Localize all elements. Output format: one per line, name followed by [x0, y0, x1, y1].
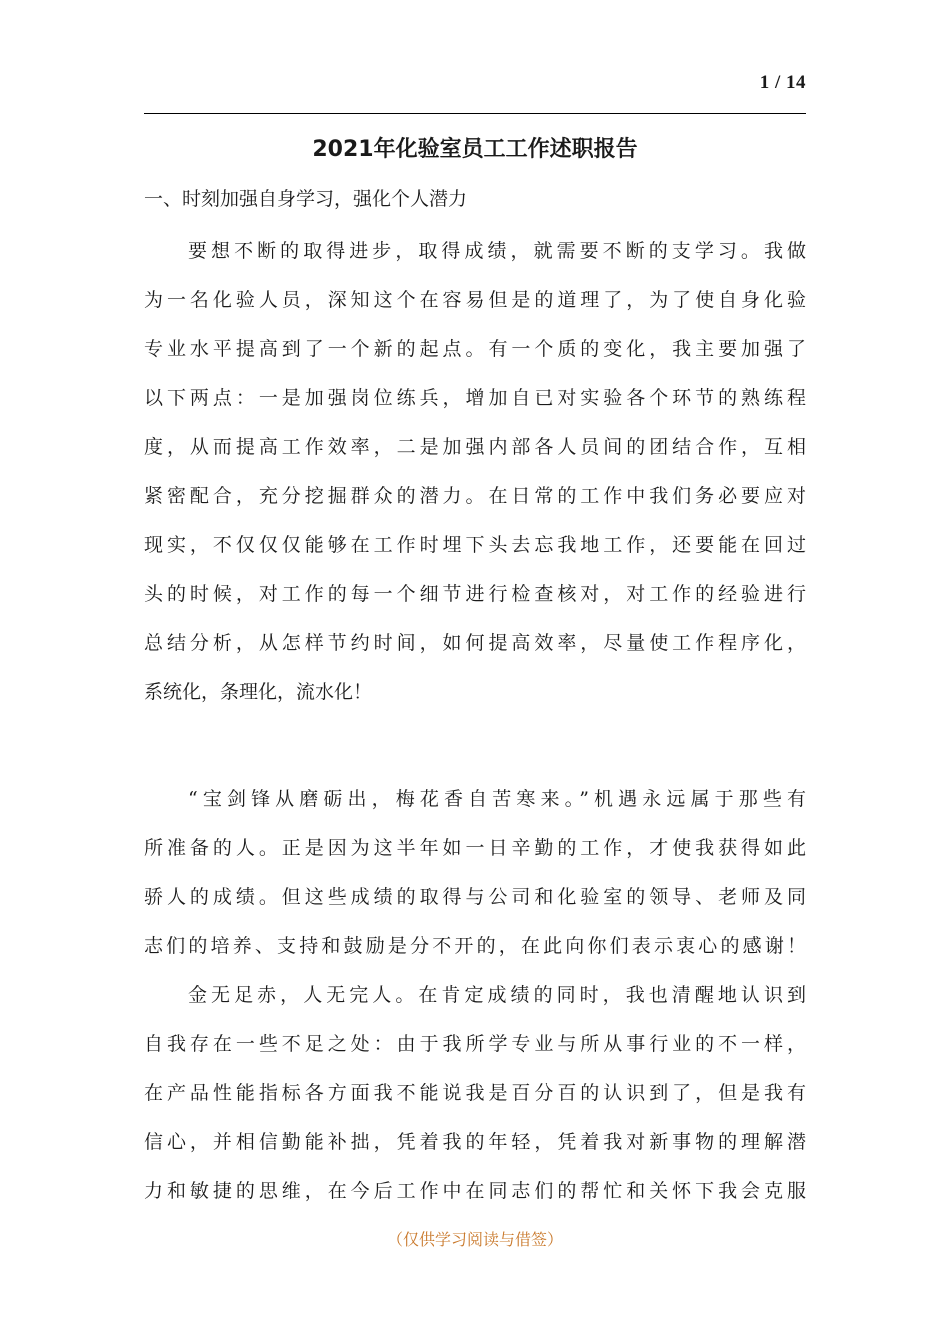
paragraph-line: 金无足赤，人无完人。在肯定成绩的同时，我也清醒地认识到	[188, 984, 806, 1006]
footer-note: （仅供学习阅读与借签）	[386, 1230, 563, 1249]
document-title: 2021年化验室员工工作述职报告	[312, 137, 638, 162]
paragraph-1	[144, 227, 806, 717]
paragraph-2	[144, 775, 806, 971]
paragraph-line: “宝剑锋从磨砺出，梅花香自苦寒来。”机遇永远属于那些有	[188, 788, 806, 810]
paragraph-line: 骄人的成绩。但这些成绩的取得与公司和化验室的领导、老师及同	[144, 886, 806, 908]
paragraph-line: 为一名化验人员，深知这个在容易但是的道理了，为了使自身化验	[144, 289, 806, 311]
paragraph-line: 紧密配合，充分挖掘群众的潜力。在日常的工作中我们务必要应对	[144, 485, 806, 507]
paragraph-line: 自我存在一些不足之处：由于我所学专业与所从事行业的不一样，	[144, 1033, 806, 1055]
paragraph-3	[144, 971, 806, 1216]
paragraph-line: 信心，并相信勤能补拙，凭着我的年轻，凭着我对新事物的理解潜	[144, 1131, 806, 1153]
paragraph-line: 专业水平提高到了一个新的起点。有一个质的变化，我主要加强了	[144, 338, 806, 360]
header-divider	[144, 113, 806, 114]
page-number: 1 / 14	[759, 72, 806, 93]
paragraph-line: 度，从而提高工作效率，二是加强内部各人员间的团结合作，互相	[144, 436, 806, 458]
paragraph-line: 总结分析，从怎样节约时间，如何提高效率，尽量使工作程序化，	[144, 632, 806, 654]
paragraph-line: 力和敏捷的思维，在今后工作中在同志们的帮忙和关怀下我会克服	[144, 1180, 806, 1202]
section-heading: 一、时刻加强自身学习，强化个人潜力	[144, 188, 468, 210]
paragraph-line: 在产品性能指标各方面我不能说我是百分百的认识到了，但是我有	[144, 1082, 806, 1104]
paragraph-line: 现实，不仅仅仅能够在工作时埋下头去忘我地工作，还要能在回过	[144, 534, 806, 556]
paragraph-line: 要想不断的取得进步，取得成绩，就需要不断的支学习。我做	[188, 240, 806, 262]
paragraph-line: 志们的培养、支持和鼓励是分不开的，在此向你们表示衷心的感谢！	[144, 935, 806, 957]
paragraph-line: 所准备的人。正是因为这半年如一日辛勤的工作，才使我获得如此	[144, 837, 806, 859]
paragraph-line: 头的时候，对工作的每一个细节进行检查核对，对工作的经验进行	[144, 583, 806, 605]
paragraph-line: 以下两点：一是加强岗位练兵，增加自已对实验各个环节的熟练程	[144, 387, 806, 409]
paragraph-line: 系统化，条理化，流水化！	[144, 681, 373, 703]
